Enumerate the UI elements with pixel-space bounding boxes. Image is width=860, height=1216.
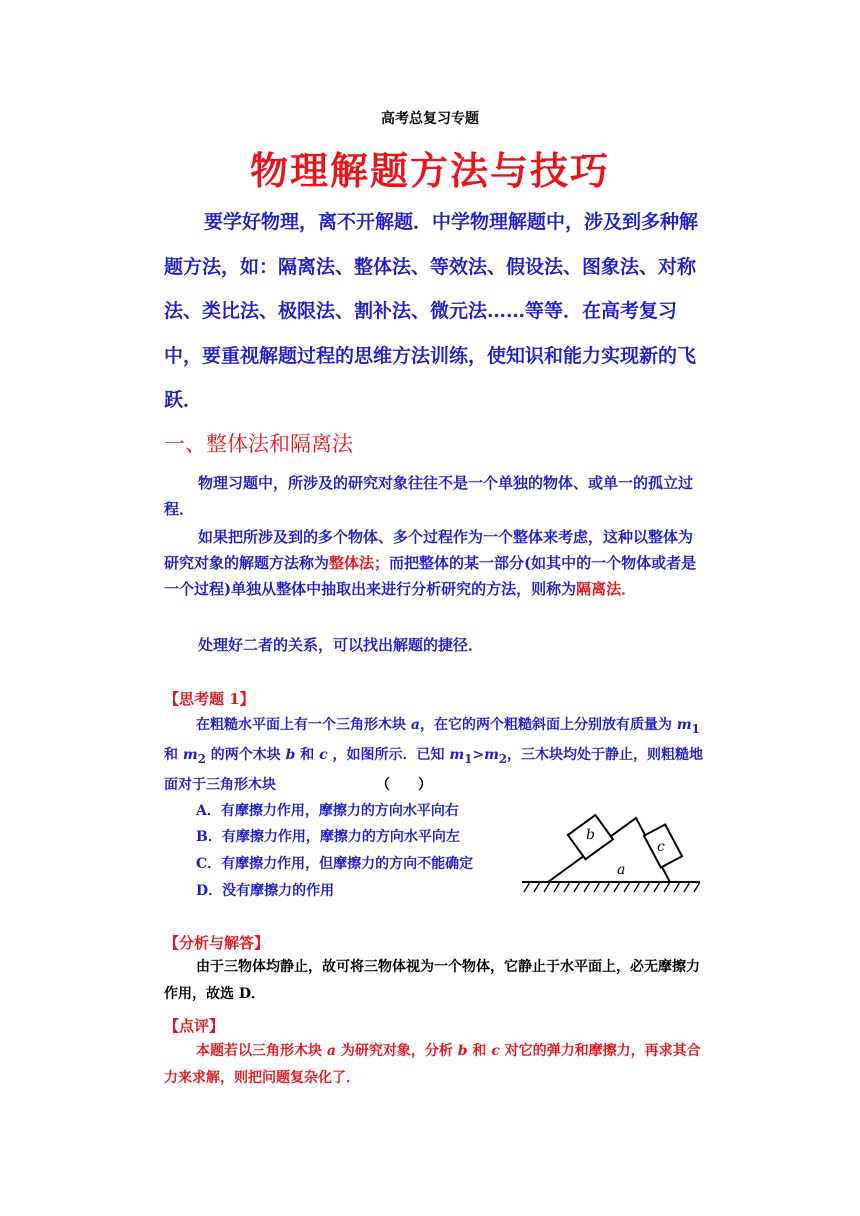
option-a: A．有摩擦力作用，摩擦力的方向水平向右 <box>196 803 459 819</box>
var-a: a <box>410 717 420 733</box>
var-c: c <box>319 746 328 763</box>
var-m1: m <box>449 746 465 763</box>
var-m1-sub: 1 <box>691 721 700 736</box>
question-text <box>164 712 704 798</box>
paragraph-text: 处理好二者的关系，可以找出解题的捷径． <box>198 636 484 654</box>
review-paragraph <box>164 1038 704 1092</box>
option-b: B．有摩擦力作用，摩擦力的方向水平向左 <box>196 829 460 845</box>
section-heading: 一、整体法和隔离法 <box>164 432 353 456</box>
intro-paragraph <box>164 200 704 423</box>
review-tag: 【点评】 <box>164 1017 225 1035</box>
var-b: b <box>285 746 296 763</box>
wedge-blocks-figure <box>520 812 702 902</box>
review-text-part: 对它的弹力和摩擦力，再求其合力来求解，则把问题复杂化了． <box>164 1043 701 1086</box>
term-holistic-method: 整体法； <box>329 554 390 572</box>
question-text-part: 和 <box>164 746 183 763</box>
paragraph-text: 而把整体的某一部分(如其中的一个物体或者是一个过程)单独从整体中抽取出来进行分析研究的方法，则称为 <box>164 554 697 598</box>
block-label-c: c <box>657 839 665 855</box>
var-m2: m <box>484 746 499 763</box>
question-text-part: ，如图所示．已知 <box>327 746 450 763</box>
var-m1-sub: 1 <box>464 751 473 766</box>
ground-line <box>522 882 700 892</box>
var-m2: m <box>182 746 198 763</box>
document-subtitle: 高考总复习专题 <box>381 111 479 127</box>
option-d: D．没有摩擦力的作用 <box>196 883 335 899</box>
block-label-b: b <box>586 827 595 843</box>
question-text-part: ，三木块均处于静止，则粗糙地面对于三角形木块 <box>164 746 704 793</box>
section-paragraph-1 <box>164 470 704 522</box>
var-m2-sub: 2 <box>498 751 508 766</box>
review-text-part: 为研究对象，分析 <box>335 1043 458 1059</box>
question-tag: 【思考题 1】 <box>164 690 255 708</box>
analysis-text: 由于三物体均静止，故可将三物体视为一个物体，它静止于水平面上，必无摩擦力作用，故选 D． <box>164 959 700 1002</box>
var-m1: m <box>676 717 692 733</box>
section-paragraph-2 <box>164 524 704 602</box>
var-b: b <box>457 1043 468 1059</box>
paragraph-text: 物理习题中，所涉及的研究对象往往不是一个单独的物体、或单一的孤立过程． <box>164 474 694 518</box>
document-title: 物理解题方法与技巧 <box>249 148 610 193</box>
option-c: C．有摩擦力作用，但摩擦力的方向不能确定 <box>196 856 474 872</box>
answer-blank: （ ） <box>376 776 432 793</box>
paragraph-text: 如果把所涉及到的多个物体、多个过程作为一个整体来考虑，这种以整体为研究对象的解题方法称为 <box>164 528 694 572</box>
question-text-part: 和 <box>295 746 320 763</box>
analysis-paragraph <box>164 954 704 1008</box>
greater-than: > <box>472 746 485 763</box>
analysis-tag: 【分析与解答】 <box>164 934 270 952</box>
term-isolation-method: 隔离法． <box>576 580 637 598</box>
question-text-part: 的两个木块 <box>205 746 286 763</box>
question-text-part: 在粗糙水平面上有一个三角形木块 <box>196 717 411 733</box>
intro-text: 要学好物理，离不开解题．中学物理解题中，涉及到多种解题方法，如：隔离法、整体法、等效法、假设法、图象法、对称法、类比法、极限法、割补法、微元法……等等．在高考复习中，要重视解题过程的思维方法训练，使知识和能力实现新的飞跃． <box>164 211 699 411</box>
var-a: a <box>326 1043 336 1059</box>
review-text-part: 和 <box>467 1043 492 1059</box>
question-text-part: ，在它的两个粗糙斜面上分别放有质量为 <box>419 717 677 733</box>
review-text-part: 本题若以三角形木块 <box>196 1043 327 1059</box>
wedge-label-a: a <box>617 862 626 878</box>
var-m2-sub: 2 <box>197 751 206 766</box>
section-paragraph-3 <box>164 632 704 658</box>
var-c: c <box>491 1043 500 1059</box>
